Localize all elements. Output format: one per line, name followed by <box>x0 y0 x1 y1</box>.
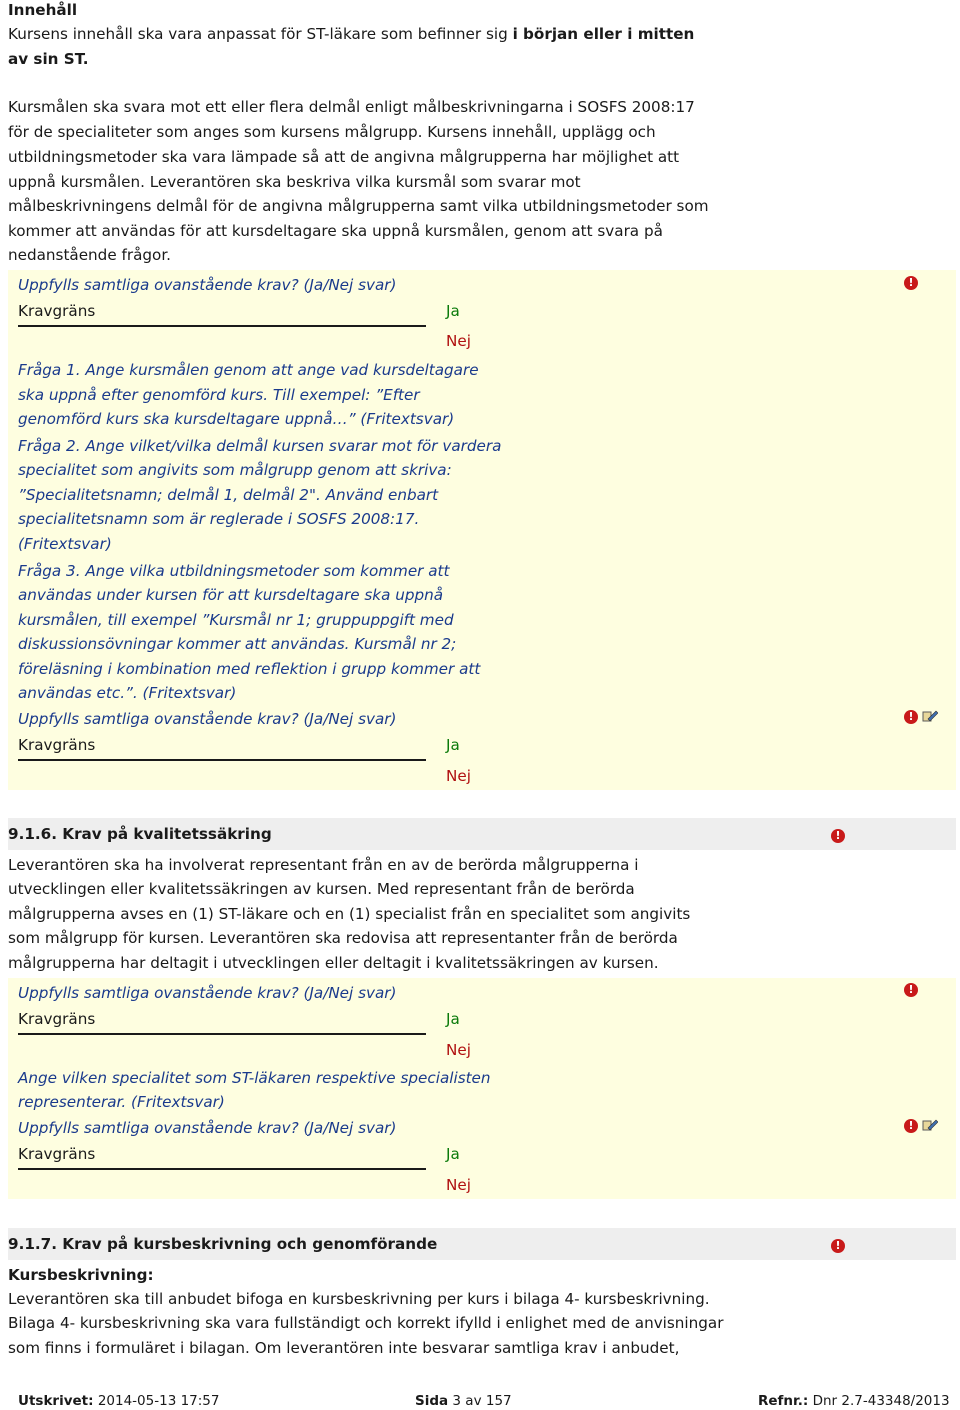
footer-printed-value: 2014-05-13 17:57 <box>97 1393 220 1409</box>
intro-line-1-text: Kursens innehåll ska vara anpassat för ST-läkare som befinner sig <box>8 25 513 43</box>
pencil-edit-icon[interactable] <box>922 709 938 723</box>
intro-para-line: uppnå kursmålen. Leverantören ska beskriva vilka kursmål som svarar mot <box>8 173 581 191</box>
warning-icon: ! <box>904 710 918 724</box>
footer-printed-label: Utskrivet: <box>18 1393 94 1409</box>
sec916-para-line: målgrupperna avses en (1) ST-läkare och en (1) specialist från en specialitet som angivits <box>8 905 691 923</box>
warning-icon: ! <box>831 829 845 843</box>
sec916-para-line: Leverantören ska ha involverat representant från en av de berörda målgrupperna i <box>8 856 639 874</box>
answer-no[interactable]: Nej <box>446 767 471 785</box>
question-line: Ange vilken specialitet som ST-läkaren respektive specialisten <box>18 1069 491 1087</box>
question-line: användas etc.”. (Fritextsvar) <box>18 684 237 702</box>
intro-para-line: för de specialiteter som anges som kursens målgrupp. Kursens innehåll, upplägg och <box>8 123 656 141</box>
question-line: diskussionsövningar kommer att användas. Kursmål nr 2; <box>18 635 457 653</box>
sec916-para-line: som målgrupp för kursen. Leverantören ska redovisa att representanter från de berörda <box>8 929 678 947</box>
warning-icon: ! <box>904 1119 918 1133</box>
kravgrans-label: Kravgräns <box>18 1010 96 1028</box>
footer-page-value: 3 av 157 <box>452 1393 512 1409</box>
footer-ref <box>758 1393 950 1409</box>
question-line: genomförd kurs ska kursdeltagare uppnå…” (Fritextsvar) <box>18 410 455 428</box>
kravgrans-label: Kravgräns <box>18 302 96 320</box>
divider <box>18 759 426 761</box>
sec917-para-line: Leverantören ska till anbudet bifoga en kursbeskrivning per kurs i bilaga 4- kursbeskrivning. <box>8 1290 710 1308</box>
subheading-kursbeskrivning: Kursbeskrivning: <box>8 1266 154 1284</box>
requirement-question: Uppfylls samtliga ovanstående krav? (Ja/Nej svar) <box>18 710 397 728</box>
intro-line-2: av sin ST. <box>8 50 89 68</box>
warning-icon: ! <box>904 983 918 997</box>
divider <box>18 1033 426 1035</box>
intro-para-line: utbildningsmetoder ska vara lämpade så att de angivna målgrupperna har möjlighet att <box>8 148 680 166</box>
warning-icon: ! <box>831 1239 845 1253</box>
divider <box>18 1168 426 1170</box>
divider <box>18 325 426 327</box>
requirement-question: Uppfylls samtliga ovanstående krav? (Ja/Nej svar) <box>18 984 397 1002</box>
question-line: specialitetsnamn som är reglerade i SOSFS 2008:17. <box>18 510 420 528</box>
warning-icon: ! <box>904 276 918 290</box>
intro-para-line: målbeskrivningens delmål för de angivna målgrupperna samt vilka utbildningsmetoder som <box>8 197 709 215</box>
footer-ref-value: Dnr 2.7-43348/2013 <box>812 1393 950 1409</box>
intro-line-1-emphasis: i början eller i mitten <box>512 25 695 43</box>
requirement-question: Uppfylls samtliga ovanstående krav? (Ja/Nej svar) <box>18 1119 397 1137</box>
answer-yes[interactable]: Ja <box>446 1145 460 1163</box>
question-line: (Fritextsvar) <box>18 535 112 553</box>
question-line: Fråga 3. Ange vilka utbildningsmetoder som kommer att <box>18 562 450 580</box>
intro-para-line: kommer att användas för att kursdeltagare ska uppnå kursmålen, genom att svara på <box>8 222 663 240</box>
answer-no[interactable]: Nej <box>446 332 471 350</box>
answer-yes[interactable]: Ja <box>446 302 460 320</box>
section-title-917: 9.1.7. Krav på kursbeskrivning och genomförande <box>8 1235 438 1253</box>
question-line: Fråga 1. Ange kursmålen genom att ange vad kursdeltagare <box>18 361 479 379</box>
footer-ref-label: Refnr.: <box>758 1393 809 1409</box>
sec916-para-line: målgrupperna har deltagit i utvecklingen eller deltagit i kvalitetssäkringen av kursen. <box>8 954 659 972</box>
answer-no[interactable]: Nej <box>446 1176 471 1194</box>
intro-para-line: Kursmålen ska svara mot ett eller flera delmål enligt målbeskrivningarna i SOSFS 2008:17 <box>8 98 695 116</box>
question-line: representerar. (Fritextsvar) <box>18 1093 225 1111</box>
footer-page <box>415 1393 512 1409</box>
question-line: specialitet som angivits som målgrupp genom att skriva: <box>18 461 452 479</box>
question-line: ska uppnå efter genomförd kurs. Till exempel: ”Efter <box>18 386 420 404</box>
requirement-question: Uppfylls samtliga ovanstående krav? (Ja/Nej svar) <box>18 276 397 294</box>
answer-no[interactable]: Nej <box>446 1041 471 1059</box>
question-line: ”Specialitetsnamn; delmål 1, delmål 2". Använd enbart <box>18 486 439 504</box>
section-title-916: 9.1.6. Krav på kvalitetssäkring <box>8 825 272 843</box>
requirement-box-2 <box>8 978 956 1199</box>
intro-line-1 <box>8 25 694 43</box>
question-line: föreläsning i kombination med reflektion i grupp kommer att <box>18 660 481 678</box>
footer-page-label: Sida <box>415 1393 449 1409</box>
pencil-edit-icon[interactable] <box>922 1118 938 1132</box>
intro-para-line: nedanstående frågor. <box>8 246 172 264</box>
sec916-para-line: utvecklingen eller kvalitetssäkringen av kursen. Med representant från de berörda <box>8 880 635 898</box>
question-line: kursmålen, till exempel ”Kursmål nr 1; gruppuppgift med <box>18 611 454 629</box>
kravgrans-label: Kravgräns <box>18 736 96 754</box>
answer-yes[interactable]: Ja <box>446 1010 460 1028</box>
kravgrans-label: Kravgräns <box>18 1145 96 1163</box>
question-line: Fråga 2. Ange vilket/vilka delmål kursen svarar mot för vardera <box>18 437 502 455</box>
answer-yes[interactable]: Ja <box>446 736 460 754</box>
question-line: användas under kursen för att kursdeltagare ska uppnå <box>18 586 444 604</box>
footer-printed <box>18 1393 219 1409</box>
sec917-para-line: som finns i formuläret i bilagan. Om leverantören inte besvarar samtliga krav i anbudet, <box>8 1339 680 1357</box>
section-heading-innehall: Innehåll <box>8 1 78 19</box>
sec917-para-line: Bilaga 4- kursbeskrivning ska vara fullständigt och korrekt ifylld i enlighet med de anvisningar <box>8 1314 724 1332</box>
